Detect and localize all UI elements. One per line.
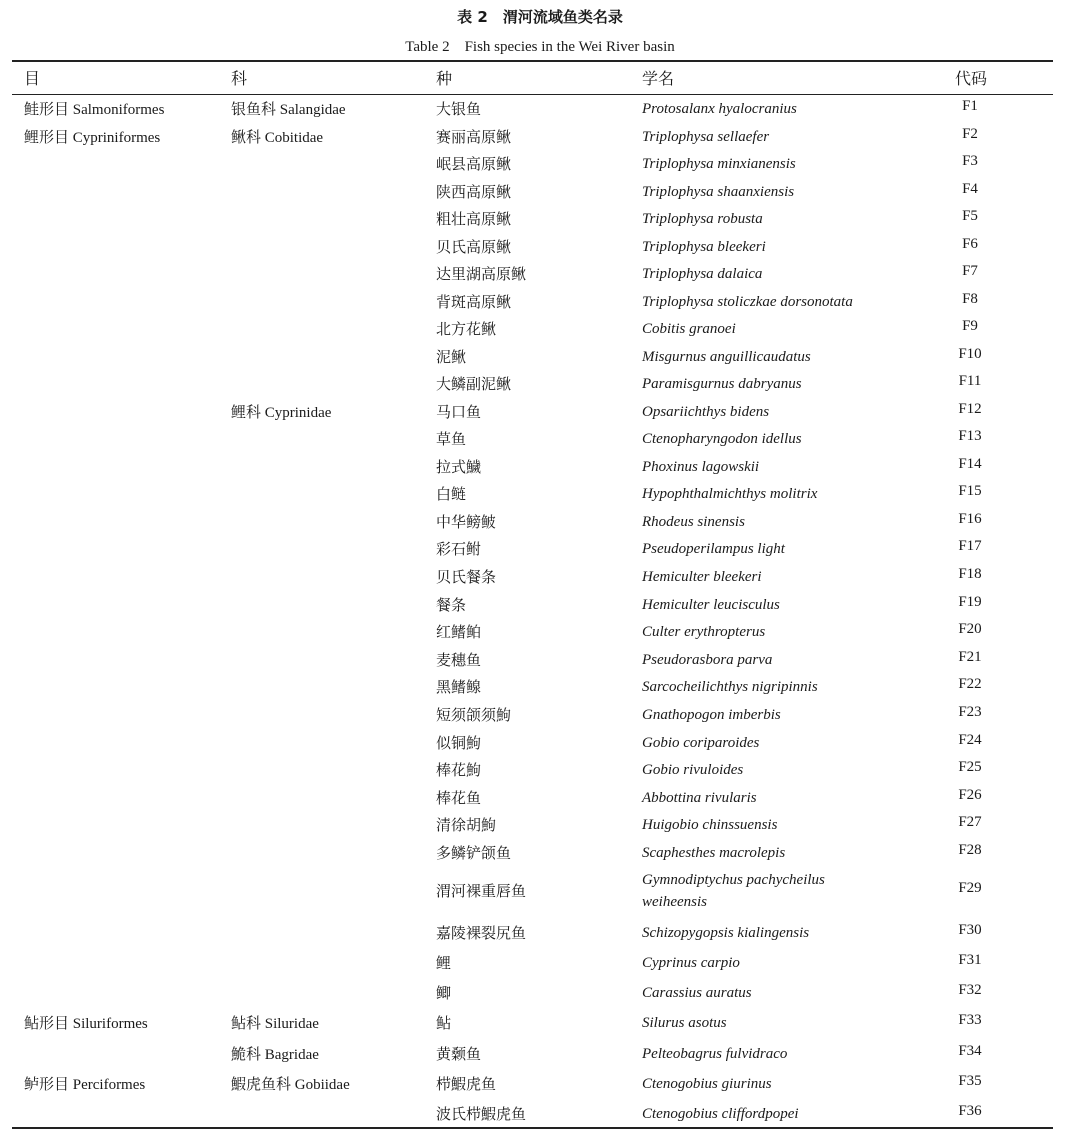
code-cell: F26 <box>958 787 982 803</box>
species-cell: 贝氏餐条 <box>436 568 497 586</box>
scientific-name-cell: Gymnodiptychus pachycheilus <box>642 872 825 888</box>
species-cell: 波氏栉鰕虎鱼 <box>436 1105 527 1123</box>
species-cell: 多鳞铲颌鱼 <box>436 844 512 862</box>
scientific-name-cell: Ctenopharyngodon idellus <box>642 431 802 447</box>
scientific-name-cell: Cobitis granoei <box>642 321 736 337</box>
family-cell: 鲇科 Siluridae <box>231 1016 319 1032</box>
scientific-name-cell: Gnathopogon imberbis <box>642 707 781 723</box>
table-caption-zh: 表 2 渭河流域鱼类名录 <box>457 8 623 26</box>
species-cell: 黄颡鱼 <box>436 1045 482 1063</box>
code-cell: F19 <box>958 594 982 610</box>
top-rule <box>12 60 1053 62</box>
code-cell: F25 <box>958 759 982 775</box>
code-cell: F21 <box>958 649 982 665</box>
bottom-rule <box>12 1127 1053 1129</box>
species-cell: 贝氏高原鳅 <box>436 238 512 256</box>
scientific-name-cell: Schizopygopsis kialingensis <box>642 925 810 941</box>
scientific-name-cell: Scaphesthes macrolepis <box>642 845 786 861</box>
header-order: 目 <box>24 69 41 88</box>
code-cell: F27 <box>958 814 982 830</box>
scientific-name-cell: Rhodeus sinensis <box>642 514 745 530</box>
scientific-name-cell: Triplophysa dalaica <box>642 266 763 282</box>
scientific-name-cell: Hemiculter leucisculus <box>642 597 780 613</box>
code-cell: F23 <box>958 704 982 720</box>
scientific-name-cell: Cyprinus carpio <box>642 955 740 971</box>
scientific-name-cell: Paramisgurnus dabryanus <box>642 376 802 392</box>
code-cell: F3 <box>962 153 978 169</box>
scientific-name-cell: Pelteobagrus fulvidraco <box>642 1046 788 1062</box>
species-cell: 马口鱼 <box>436 403 482 421</box>
code-cell: F24 <box>958 732 982 748</box>
order-cell: 鲈形目 Perciformes <box>24 1077 146 1093</box>
order-cell: 鲑形目 Salmoniformes <box>24 102 165 118</box>
species-cell: 短须颌须鮈 <box>436 706 512 724</box>
scientific-name-cell: Ctenogobius giurinus <box>642 1076 772 1092</box>
code-cell: F13 <box>958 428 982 444</box>
species-cell: 麦穗鱼 <box>436 651 482 669</box>
code-cell: F8 <box>962 291 978 307</box>
code-cell: F9 <box>962 318 978 334</box>
species-cell: 清徐胡鮈 <box>436 816 497 834</box>
scientific-name-cell: Protosalanx hyalocranius <box>642 101 797 117</box>
species-cell: 鲫 <box>436 984 452 1002</box>
species-cell: 红鳍鲌 <box>436 623 482 641</box>
family-cell: 银鱼科 Salangidae <box>231 102 346 118</box>
code-cell: F5 <box>962 208 978 224</box>
family-cell: 鮠科 Bagridae <box>231 1047 319 1063</box>
scientific-name-cell: Abbottina rivularis <box>642 790 757 806</box>
scientific-name-cell: Triplophysa bleekeri <box>642 239 766 255</box>
species-cell: 彩石鲋 <box>436 540 482 558</box>
species-cell: 赛丽高原鳅 <box>436 128 512 146</box>
species-cell: 嘉陵裸裂尻鱼 <box>436 924 527 942</box>
species-cell: 大银鱼 <box>436 100 482 118</box>
code-cell: F16 <box>958 511 982 527</box>
table-caption-en: Table 2 Fish species in the Wei River basin <box>405 39 675 55</box>
code-cell: F12 <box>958 401 982 417</box>
code-cell: F34 <box>958 1043 982 1059</box>
code-cell: F36 <box>958 1103 982 1119</box>
species-cell: 似铜鮈 <box>436 734 482 752</box>
scientific-name-cell: Triplophysa minxianensis <box>642 156 796 172</box>
scientific-name-cell: Triplophysa shaanxiensis <box>642 184 795 200</box>
order-cell: 鲤形目 Cypriniformes <box>24 130 161 146</box>
species-cell: 渭河裸重唇鱼 <box>436 882 527 900</box>
family-cell: 鳅科 Cobitidae <box>231 130 324 146</box>
species-cell: 泥鳅 <box>436 348 467 366</box>
code-cell: F35 <box>958 1073 982 1089</box>
scientific-name-cell: Triplophysa robusta <box>642 211 763 227</box>
code-cell: F29 <box>958 880 982 896</box>
code-cell: F31 <box>958 952 982 968</box>
species-cell: 白鲢 <box>436 485 467 503</box>
code-cell: F28 <box>958 842 982 858</box>
order-cell: 鲇形目 Siluriformes <box>24 1016 148 1032</box>
species-cell: 北方花鳅 <box>436 320 497 338</box>
code-cell: F2 <box>962 126 978 142</box>
scientific-name-cell: Sarcocheilichthys nigripinnis <box>642 679 818 695</box>
species-cell: 栉鰕虎鱼 <box>436 1075 497 1093</box>
scientific-name-cell: Pseudoperilampus light <box>642 541 785 557</box>
code-cell: F32 <box>958 982 982 998</box>
scientific-name-cell: Gobio rivuloides <box>642 762 744 778</box>
scientific-name-cell: Gobio coriparoides <box>642 735 760 751</box>
code-cell: F10 <box>958 346 982 362</box>
family-cell: 鰕虎鱼科 Gobiidae <box>231 1077 350 1093</box>
scientific-name-cell-continued: weiheensis <box>642 894 707 910</box>
code-cell: F17 <box>958 538 982 554</box>
scientific-name-cell: Pseudorasbora parva <box>642 652 773 668</box>
code-cell: F11 <box>958 373 982 389</box>
code-cell: F14 <box>958 456 982 472</box>
code-cell: F1 <box>962 98 978 114</box>
code-cell: F18 <box>958 566 982 582</box>
family-cell: 鲤科 Cyprinidae <box>231 405 332 421</box>
header-rule <box>12 94 1053 95</box>
scientific-name-cell: Opsariichthys bidens <box>642 404 770 420</box>
scientific-name-cell: Huigobio chinssuensis <box>642 817 778 833</box>
code-cell: F15 <box>958 483 982 499</box>
scientific-name-cell: Hypophthalmichthys molitrix <box>642 486 818 502</box>
scientific-name-cell: Carassius auratus <box>642 985 752 1001</box>
code-cell: F4 <box>962 181 978 197</box>
species-cell: 棒花鮈 <box>436 761 482 779</box>
code-cell: F6 <box>962 236 978 252</box>
species-cell: 黑鳍鳈 <box>436 678 482 696</box>
scientific-name-cell: Phoxinus lagowskii <box>642 459 760 475</box>
species-cell: 中华鳑鲏 <box>436 513 497 531</box>
scientific-name-cell: Triplophysa sellaefer <box>642 129 770 145</box>
scientific-name-cell: Hemiculter bleekeri <box>642 569 762 585</box>
code-cell: F30 <box>958 922 982 938</box>
species-cell: 背斑高原鳅 <box>436 293 512 311</box>
code-cell: F7 <box>962 263 978 279</box>
header-scientific-name: 学名 <box>642 69 675 88</box>
species-cell: 棒花鱼 <box>436 789 482 807</box>
header-species: 种 <box>436 69 453 88</box>
scientific-name-cell: Silurus asotus <box>642 1015 727 1031</box>
species-cell: 陕西高原鳅 <box>436 183 512 201</box>
species-cell: 草鱼 <box>436 430 467 448</box>
species-cell: 拉式鱥 <box>436 458 482 476</box>
species-cell: 鲇 <box>436 1014 452 1032</box>
code-cell: F33 <box>958 1012 982 1028</box>
scientific-name-cell: Ctenogobius cliffordpopei <box>642 1106 799 1122</box>
species-cell: 鲤 <box>436 954 452 972</box>
scientific-name-cell: Triplophysa stoliczkae dorsonotata <box>642 294 853 310</box>
species-cell: 岷县高原鳅 <box>436 155 512 173</box>
scientific-name-cell: Misgurnus anguillicaudatus <box>642 349 811 365</box>
header-family: 科 <box>231 69 248 88</box>
species-cell: 餐条 <box>436 596 467 614</box>
header-code: 代码 <box>955 69 988 88</box>
species-cell: 达里湖高原鳅 <box>436 265 527 283</box>
species-cell: 大鳞副泥鳅 <box>436 375 512 393</box>
code-cell: F22 <box>958 676 982 692</box>
species-cell: 粗壮高原鳅 <box>436 210 512 228</box>
code-cell: F20 <box>958 621 982 637</box>
scientific-name-cell: Culter erythropterus <box>642 624 766 640</box>
